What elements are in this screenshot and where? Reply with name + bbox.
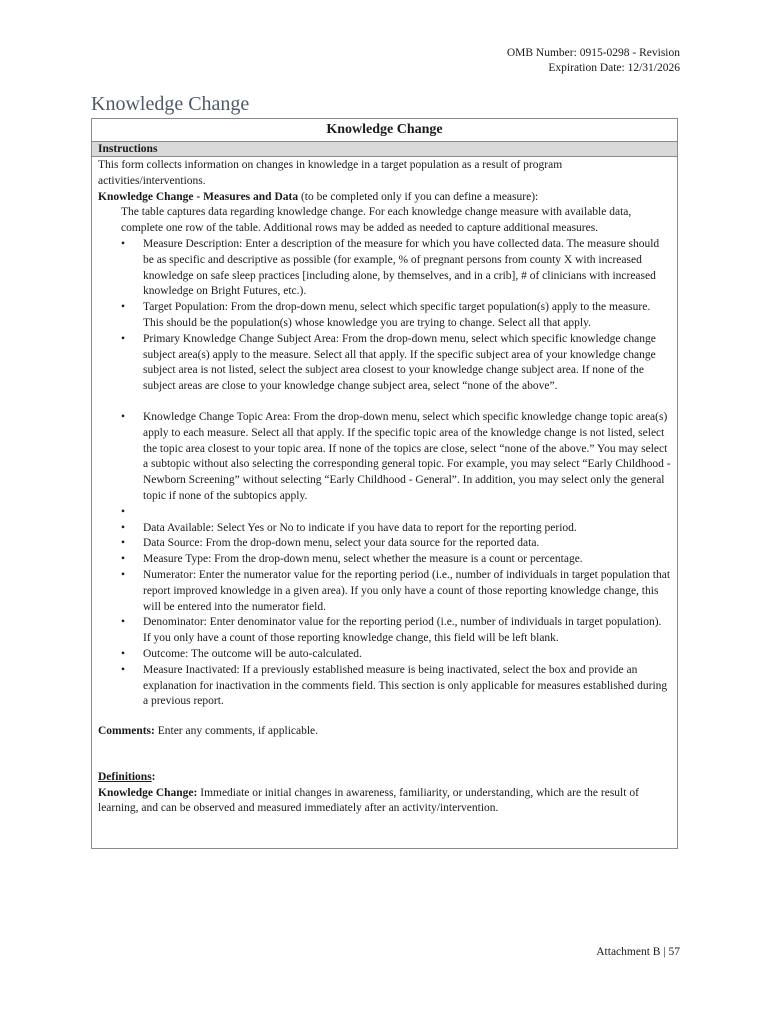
list-item-denominator: • Denominator: Enter denominator value for the reporting period (i.e., number of individuals in target population). If you only have a count of those reporting knowledge change, this field will be left blank. (121, 616, 662, 645)
bullet-icon: • (121, 553, 126, 566)
measures-description: The table captures data regarding knowledge change. For each knowledge change measure with available data, complete one row of the table. Additional rows may be added as needed to capture additional measures. (121, 206, 632, 235)
knowledge-change-label: Knowledge Change: (98, 786, 198, 799)
list-item-measure-type: • Measure Type: From the drop-down menu, select whether the measure is a count or percentage. (121, 552, 671, 568)
measures-heading: Knowledge Change - Measures and Data (98, 190, 299, 203)
definitions-label: Definitions (98, 770, 152, 783)
bullet-icon: • (121, 537, 126, 550)
bullet-icon: • (121, 237, 126, 250)
omb-header (507, 46, 680, 76)
list-item-data-available: • Data Available: Select Yes or No to indicate if you have data to report for the reporting period. (121, 521, 671, 537)
measures-note: (to be completed only if you can define a measure): (298, 190, 539, 203)
instruction-list (98, 237, 671, 710)
form-frame (91, 118, 678, 849)
list-item-numerator: • Numerator: Enter the numerator value for the reporting period (i.e., number of individuals in target population that report improved knowledge in a given area). If you only have a count of those reporting knowledge change, this will be entered into the numerator field. (121, 568, 671, 613)
comments-text: Enter any comments, if applicable. (154, 725, 319, 738)
instructions-content (92, 157, 677, 817)
knowledge-change-definition (98, 786, 671, 818)
expiration-date: Expiration Date: 12/31/2026 (548, 62, 680, 74)
list-item-subject-area: • Primary Knowledge Change Subject Area: From the drop-down menu, select which specific knowledge change subject area(s) apply to the measure. Select all that apply. If the specific subject area of your knowledge change subject area is not listed, select the subject area closest to your knowledge change subject area. If none of the subject areas are close to your knowledge change subject area, select “none of the above”. (121, 332, 656, 393)
bullet-icon: • (121, 647, 126, 660)
list-item-topic-area: • Knowledge Change Topic Area: From the drop-down menu, select which specific knowledge change topic area(s) apply to each measure. Select all that apply. If the specific topic area of the knowledge change is not listed, select the topic area closest to your topic area. If none of the topics are close, select “none of the above.” You may select a subtopic without also selecting the corresponding general topic. For example, you may select “Early Childhood - Newborn Screening” without selecting “Early Childhood - General”. In addition, you may select only the general topic if none of the subtopics apply. (121, 410, 671, 502)
list-item-outcome: • Outcome: The outcome will be auto-calculated. (121, 647, 671, 663)
bullet-icon: • (121, 505, 126, 518)
measures-line (98, 190, 671, 206)
instructions-label: Instructions (92, 142, 677, 157)
comments-line (98, 724, 671, 740)
list-item-data-source: • Data Source: From the drop-down menu, select your data source for the reported data. (121, 536, 671, 552)
definitions-line: Definitions: (98, 770, 156, 783)
bullet-icon: • (121, 332, 126, 345)
bullet-icon: • (121, 616, 126, 629)
intro-text: This form collects information on changes in knowledge in a target population as a result of program activities/interventions. (98, 159, 563, 187)
list-item-measure-description: • Measure Description: Enter a description of the measure for which you have collected data. The measure should be as specific and descriptive as possible (for example, % of pregnant persons from county X with increased knowledge on safe sleep practices [including alone, by themselves, and in a crib], # of clinicians with increased knowledge on Bright Futures, etc.). (121, 237, 660, 298)
list-item-empty (121, 505, 671, 521)
form-title: Knowledge Change (92, 119, 677, 142)
list-spacer (121, 395, 671, 410)
bullet-icon: • (121, 521, 126, 534)
omb-number: OMB Number: 0915-0298 - Revision (506, 47, 680, 59)
page-title: Knowledge Change (91, 93, 250, 115)
page-footer: Attachment B | 57 (596, 946, 680, 958)
knowledge-change-text: Immediate or initial changes in awareness, familiarity, or understanding, which are the result of learning, and can be observed and measured immediately after an activity/intervention. (98, 786, 639, 815)
list-item-target-population: • Target Population: From the drop-down menu, select which specific target population(s) apply to the measure. This should be the population(s) whose knowledge you are trying to change. Select all that apply. (121, 301, 651, 329)
bullet-icon: • (121, 568, 126, 581)
bullet-icon: • (121, 301, 126, 314)
bullet-icon: • (121, 663, 126, 676)
list-item-measure-inactivated: • Measure Inactivated: If a previously established measure is being inactivated, select the box and provide an explanation for inactivation in the comments field. This section is only applicable for measures established during a previous report. (121, 663, 668, 708)
bullet-icon: • (121, 410, 126, 423)
comments-label: Comments: (98, 725, 155, 738)
